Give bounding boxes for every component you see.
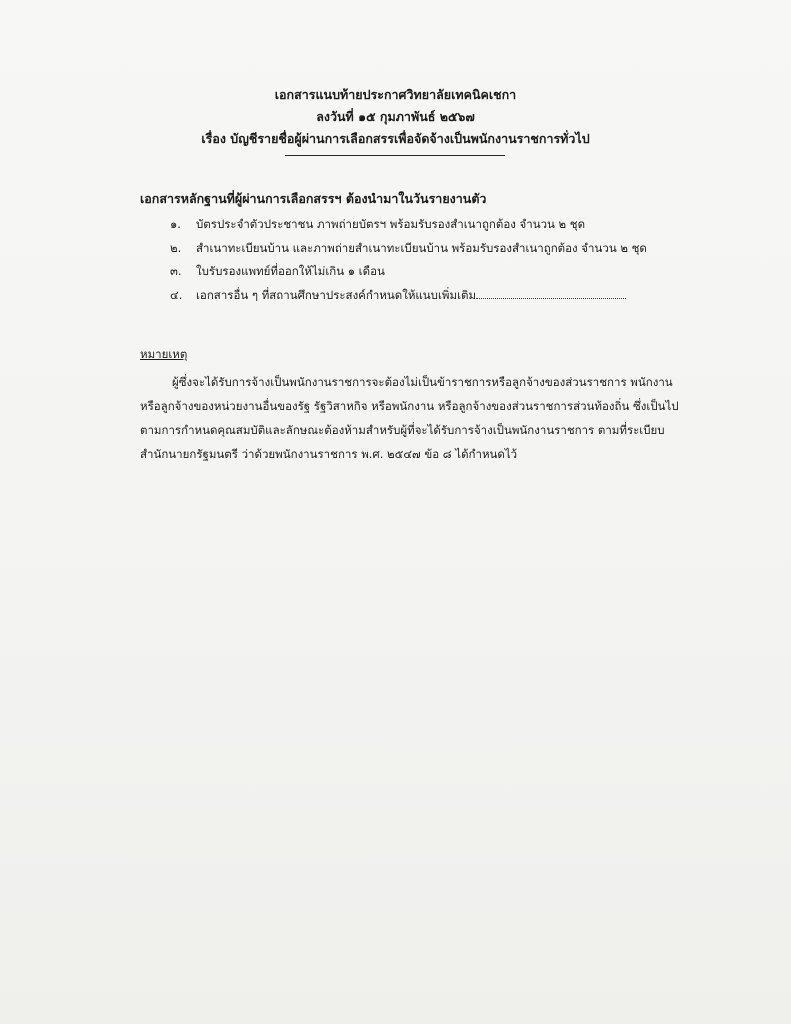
note-line: หรือลูกจ้างของหน่วยงานอื่นของรัฐ รัฐวิสาหกิจ หรือพนักงาน หรือลูกจ้างของส่วนราชการส่วนท้องถิ่น ซึ่งเป็นไป	[140, 399, 679, 413]
note-line: ตามการกำหนดคุณสมบัติและลักษณะต้องห้ามสำหรับผู้ที่จะได้รับการจ้างเป็นพนักงานราชการ ตามที่ระเบียบ	[140, 423, 665, 437]
list-item	[170, 237, 647, 261]
note-line: สำนักนายกรัฐมนตรี ว่าด้วยพนักงานราชการ พ.ศ. ๒๕๔๗ ข้อ ๘ ได้กำหนดไว้	[140, 447, 518, 461]
fill-in-dotted-line	[476, 288, 626, 299]
required-documents-heading: เอกสารหลักฐานที่ผู้ผ่านการเลือกสรรฯ ต้องนำมาในวันรายงานตัว	[140, 191, 487, 206]
list-item-number: ๒.	[170, 240, 182, 255]
required-documents-list	[170, 213, 647, 307]
list-item-number: ๓.	[170, 264, 182, 278]
list-item-text: เอกสารอื่น ๆ ที่สถานศึกษาประสงค์กำหนดให้แนบเพิ่มเติม	[196, 287, 477, 302]
list-item-number: ๔.	[170, 287, 183, 302]
header-date: ลงวันที่ ๑๕ กุมภาพันธ์ ๒๕๖๗	[316, 109, 475, 124]
list-item	[170, 284, 647, 308]
list-item-number: ๑.	[170, 217, 181, 231]
note-paragraph	[140, 346, 680, 466]
list-item-text: สำเนาทะเบียนบ้าน และภาพถ่ายสำเนาทะเบียนบ้าน พร้อมรับรองสำเนาถูกต้อง จำนวน ๒ ชุด	[196, 240, 647, 255]
list-item	[170, 260, 647, 284]
list-item-text: ใบรับรองแพทย์ที่ออกให้ไม่เกิน ๑ เดือน	[196, 264, 385, 278]
document-header	[0, 84, 791, 150]
note-line: ผู้ซึ่งจะได้รับการจ้างเป็นพนักงานราชการจะต้องไม่เป็นข้าราชการหรือลูกจ้างของส่วนราชการ พนักงาน	[172, 375, 673, 389]
list-item-text: บัตรประจำตัวประชาชน ภาพถ่ายบัตรฯ พร้อมรับรองสำเนาถูกต้อง จำนวน ๒ ชุด	[196, 217, 586, 231]
note-heading: หมายเหตุ	[140, 347, 188, 361]
header-title: เอกสารแนบท้ายประกาศวิทยาลัยเทคนิคเชกา	[274, 87, 517, 102]
list-item	[170, 213, 647, 237]
header-subject: เรื่อง บัญชีรายชื่อผู้ผ่านการเลือกสรรเพื่อจัดจ้างเป็นพนักงานราชการทั่วไป	[201, 131, 590, 146]
header-divider	[285, 155, 505, 156]
